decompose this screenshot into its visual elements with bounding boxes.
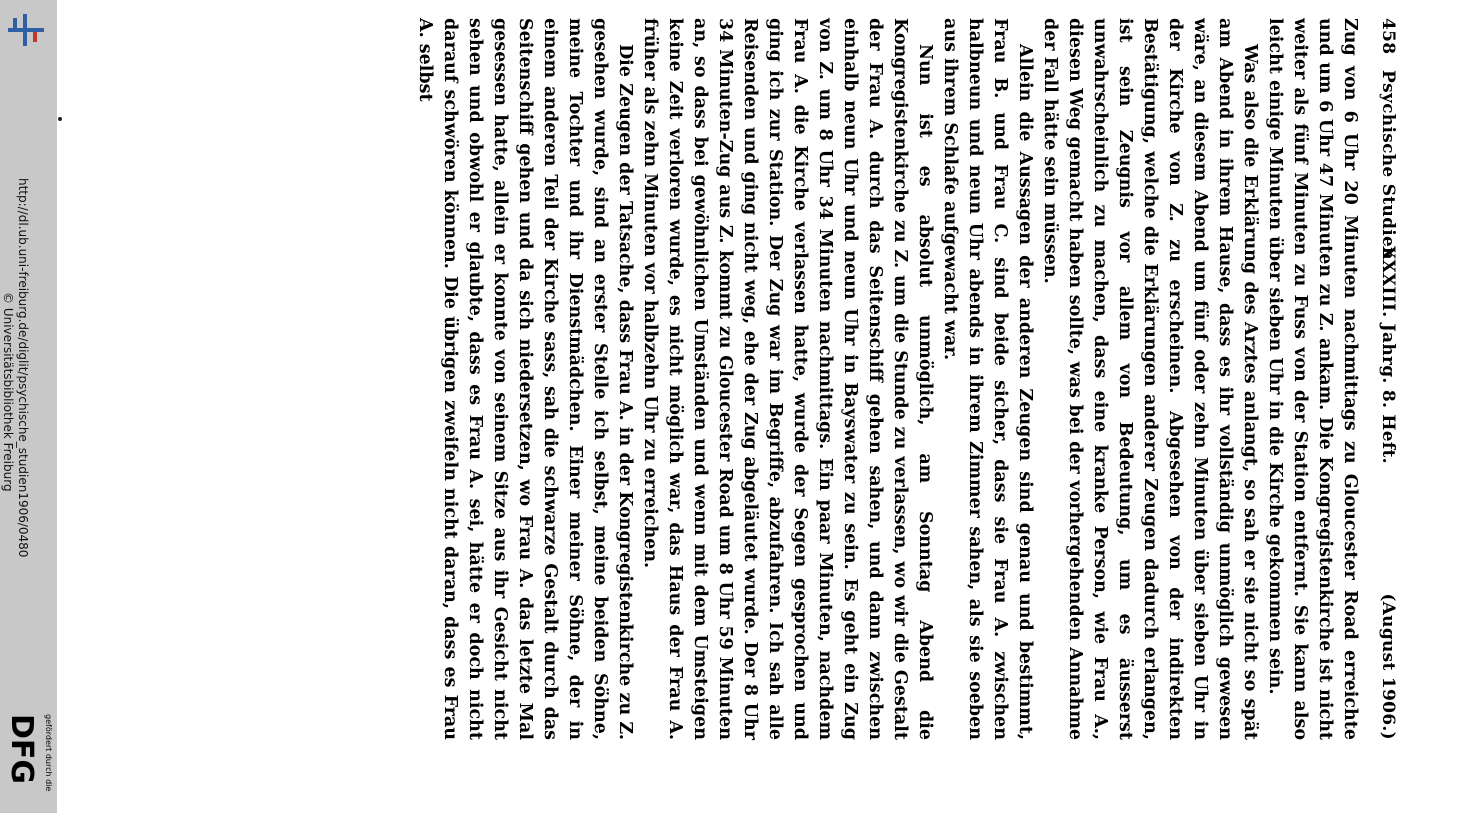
dfg-caption: gefördert durch die [44, 714, 53, 792]
dfg-logo-icon [6, 712, 52, 806]
running-head [1370, 18, 1400, 740]
dfg-logo-text: DFG [4, 714, 39, 785]
body-text [412, 18, 1362, 740]
paragraph: Allein die Aussagen der anderen Zeugen sind genau und bestimmt, Frau B. und Frau C. sind beide sicher, dass sie Frau A. zwischen halbneun und neun Uhr abends in ihrem Zimmer sahen, als sie soeben aus ihrem Schlafe aufgewacht war. [940, 18, 1035, 740]
journal-title: Psychische Studien [1378, 70, 1398, 260]
viewer-sidebar [0, 0, 57, 813]
document-url[interactable]: http://dl.ub.uni-freiburg.de/diglit/psychische_studien1906/0480 [16, 178, 30, 558]
paragraph: Nun ist es absolut unmöglich, am Sonntag Abend die Kongregistenkirche zu Z. um die Stunde zu verlassen, wo wir die Gestalt der Frau A. durch das Seitenschiff gehen sahen, und dann zwischen einhalb neun Uhr und neun Uhr in Bayswater zu sein. Es geht ein Zug von Z. um 8 Uhr 34 Minuten nachmittags. Ein paar Minuten, nachdem Frau A. die Kirche verlassen hatte, wurde der Segen gesprochen und ging ich zur Station. Der Zug war im Begriffe, abzufahren. Ich sah alle Reisenden und ging nicht weg, ehe der Zug abgeläutet wurde. Der 8 Uhr 34 Minuten-Zug aus Z. kommt zu Gloucester Road um 8 Uhr 59 Minuten an, so dass bei gewöhnlichen Umständen und wenn mit dem Umsteigen keine Zeit verloren wurde, es nicht möglich war, das Haus der Frau A. früher als zehn Minuten vor halbzehn Uhr zu erreichen. [640, 18, 935, 740]
scanned-page [180, 18, 1400, 740]
paragraph: Zug von 6 Uhr 20 Minuten nachmittags zu Gloucester Road erreichte und um 6 Uhr 47 Minuten zu Z. ankam. Die Kongregistenkirche ist nicht weiter als fünf Minuten zu Fuss von der Station entfernt. Sie kann also leicht einige Minuten über sieben Uhr in die Kirche gekommen sein. [1265, 18, 1360, 740]
copyright-notice: © Universitätsbibliothek Freiburg [1, 292, 15, 492]
page-number: 458 [1378, 18, 1398, 55]
paragraph: Was also die Erklärung des Arztes anlangt, so sah er sie nicht so spät am Abend in ihrem Hause, dass es ihr vollständig unmöglich gewesen wäre, an diesem Abend um fünf oder zehn Minuten über sieben Uhr in der Kirche von Z. zu erscheinen. Abgesehen von der indirekten Bestätigung, welche die Erklärungen anderer Zeugen dadurch erlangen, ist sein Zeugnis vor allem von Bedeutung, um es äusserst unwahrscheinlich zu machen, dass eine kranke Person, wie Frau A., diesen Weg gemacht haben sollte, was bei der vorhergehenden Annahme der Fall hätte sein müssen. [1040, 18, 1260, 740]
issue-info: XXXIII. Jahrg. 8. Heft. [1378, 246, 1398, 464]
page-speck [58, 117, 62, 121]
university-library-logo-icon [3, 6, 49, 52]
paragraph: Die Zeugen der Tatsache, dass Frau A. in der Kongregistenkirche zu Z. gesehen wurde, sind an erster Stelle ich selbst, meine beiden Söhne, meine Tochter und ihr Dienstmädchen. Einer meiner Söhne, der in einem anderen Teil der Kirche sass, sah die schwarze Gestalt durch das Seitenschiff gehen und da sich niedersetzen, wo Frau A. das letzte Mal gesessen hatte, allein er konnte von seinem Sitze aus ihr Gesicht nicht sehen und obwohl er glaubte, dass es Frau A. sei, hätte er doch nicht darauf schwören können. Die übrigen zweifeln nicht daran, dass es Frau A. selbst [415, 18, 635, 740]
issue-date: (August 1906.) [1378, 593, 1398, 740]
